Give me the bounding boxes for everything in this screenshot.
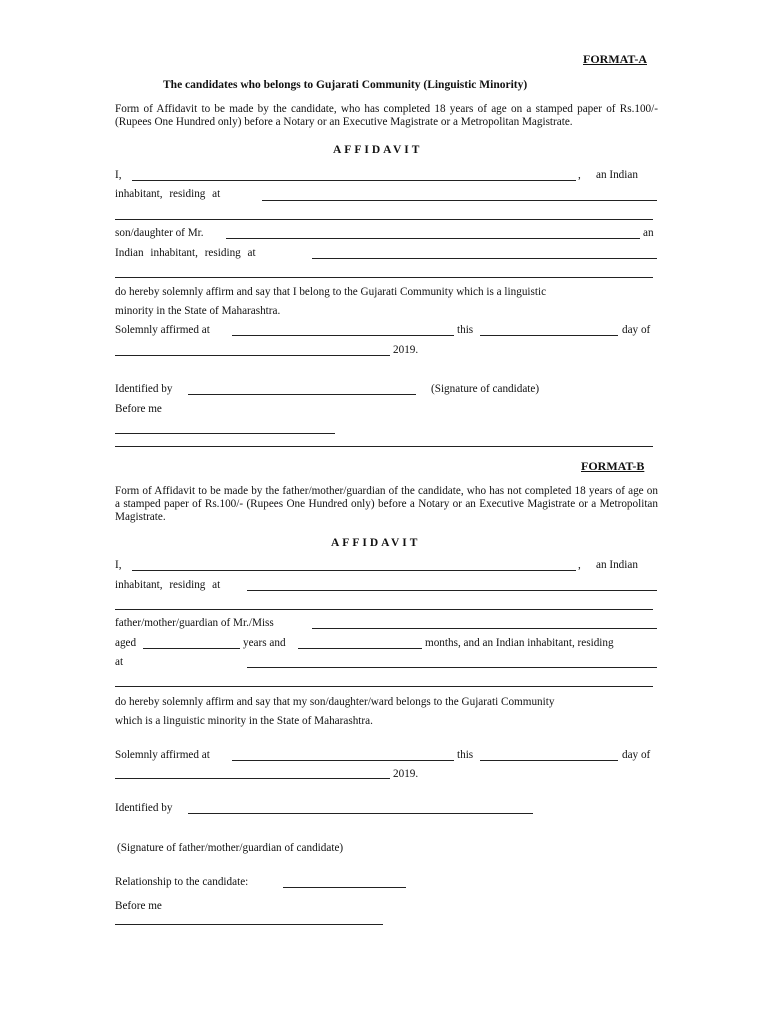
b-before-me: Before me [115, 900, 162, 912]
a-place-blank[interactable] [232, 335, 454, 336]
b-month-blank[interactable] [115, 778, 390, 779]
format-a-affidavit-title: AFFIDAVIT [333, 144, 423, 156]
a-section-separator [115, 446, 653, 447]
b-place-blank[interactable] [232, 760, 454, 761]
b-relationship-blank[interactable] [283, 887, 406, 888]
b-at-label: at [115, 656, 124, 668]
b-inhabitant-residing: inhabitant, residing at [115, 579, 221, 591]
b-officer-blank[interactable] [115, 924, 383, 925]
a-before-me: Before me [115, 403, 162, 415]
a-identified-by-blank[interactable] [188, 394, 416, 395]
b-this-label: this [457, 749, 474, 761]
a-father-name-blank[interactable] [226, 238, 640, 239]
a-year: 2019. [393, 344, 419, 356]
format-b-title: FORMAT-B [581, 459, 645, 473]
format-b-intro: Form of Affidavit to be made by the father/mother/guardian of the candidate, who has not completed 18 years of age on a stamped paper of Rs.100/- (Rupees One Hundred only) before a Notary or an Executive Magistrate or a Metropolitan Magistrate. [115, 485, 658, 523]
b-guardian-of-label: father/mother/guardian of Mr./Miss [115, 617, 274, 629]
b-comma: , [578, 559, 581, 571]
b-day-of-label: day of [622, 749, 651, 761]
b-declaration-2: which is a linguistic minority in the State of Maharashtra. [115, 715, 373, 727]
b-years-and-label: years and [243, 637, 286, 649]
a-residence-blank-1[interactable] [262, 200, 657, 201]
a-an-indian-1: an Indian [596, 169, 638, 181]
b-identified-by-blank[interactable] [188, 813, 533, 814]
a-officer-blank[interactable] [115, 433, 335, 434]
b-ward-name-blank[interactable] [312, 628, 657, 629]
b-years-blank[interactable] [143, 648, 240, 649]
b-year: 2019. [393, 768, 419, 780]
b-months-residing-label: months, and an Indian inhabitant, residing [425, 637, 614, 649]
b-residence-blank-1[interactable] [247, 590, 657, 591]
b-residence-blank-4[interactable] [115, 686, 653, 687]
a-residence-blank-3[interactable] [312, 258, 657, 259]
a-declaration-1: do hereby solemnly affirm and say that I belong to the Gujarati Community which is a linguistic [115, 286, 547, 298]
format-a-intro: Form of Affidavit to be made by the candidate, who has completed 18 years of age on a stamped paper of Rs.100/- (Rupees One Hundred only) before a Notary or an Executive Magistrate or a Metropolitan Magistrate. [115, 103, 658, 128]
a-comma: , [578, 169, 581, 181]
b-months-blank[interactable] [298, 648, 422, 649]
format-a-title: FORMAT-A [583, 52, 647, 66]
a-declaration-2: minority in the State of Maharashtra. [115, 305, 281, 317]
a-residence-blank-4[interactable] [115, 277, 653, 278]
a-i-label: I, [115, 169, 122, 181]
a-residence-blank-2[interactable] [115, 219, 653, 220]
a-inhabitant-residing: inhabitant, residing at [115, 188, 221, 200]
b-aged-label: aged [115, 637, 137, 649]
b-signature-guardian: (Signature of father/mother/guardian of candidate) [117, 842, 344, 854]
a-solemnly-affirmed-label: Solemnly affirmed at [115, 324, 210, 336]
b-residence-blank-2[interactable] [115, 609, 653, 610]
b-identified-by-label: Identified by [115, 802, 173, 814]
a-day-of-label: day of [622, 324, 651, 336]
a-son-daughter-label: son/daughter of Mr. [115, 227, 204, 239]
b-solemnly-affirmed-label: Solemnly affirmed at [115, 749, 210, 761]
format-a-heading: The candidates who belongs to Gujarati Community (Linguistic Minority) [163, 79, 528, 91]
b-declaration-1: do hereby solemnly affirm and say that my son/daughter/ward belongs to the Gujarati Community [115, 696, 555, 708]
b-name-blank[interactable] [132, 570, 576, 571]
b-day-blank[interactable] [480, 760, 618, 761]
a-day-blank[interactable] [480, 335, 618, 336]
a-name-blank[interactable] [132, 180, 576, 181]
a-an-label: an [643, 227, 654, 239]
b-residence-blank-3[interactable] [247, 667, 657, 668]
b-i-label: I, [115, 559, 122, 571]
a-this-label: this [457, 324, 474, 336]
b-relationship-label: Relationship to the candidate: [115, 876, 249, 888]
a-signature-candidate: (Signature of candidate) [431, 383, 540, 395]
a-indian-inhabitant-residing: Indian inhabitant, residing at [115, 247, 256, 259]
a-month-blank[interactable] [115, 355, 390, 356]
format-b-affidavit-title: AFFIDAVIT [331, 537, 421, 549]
a-identified-by-label: Identified by [115, 383, 173, 395]
b-an-indian: an Indian [596, 559, 638, 571]
